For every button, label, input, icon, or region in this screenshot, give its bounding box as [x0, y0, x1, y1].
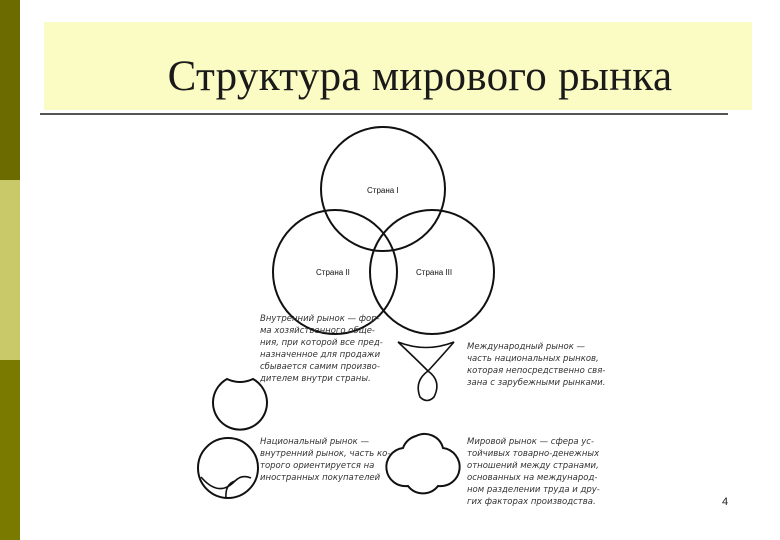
caption-line: которая непосредственно свя- [467, 366, 606, 376]
caption-line: ном разделении труда и дру- [467, 485, 600, 495]
caption-internal-market [259, 314, 383, 384]
left-stripe-dark [0, 0, 20, 180]
international-market-icon [398, 342, 454, 401]
caption-line: зана с зарубежными рынками. [467, 378, 606, 388]
caption-line: назначенное для продажи [260, 350, 381, 360]
internal-market-icon [213, 379, 267, 430]
venn-label-country-1: Страна I [367, 186, 399, 195]
national-market-icon [198, 438, 258, 498]
left-stripe-light [0, 180, 20, 360]
left-stripe-bottom [0, 360, 20, 540]
caption-line: Мировой рынок — сфера ус- [467, 437, 595, 447]
caption-line: Внутренний рынок — фор- [260, 314, 380, 324]
caption-line: дителем внутри страны. [260, 374, 371, 384]
caption-line: отношений между странами, [467, 461, 599, 471]
world-market-icon [386, 434, 459, 493]
caption-line: Международный рынок — [467, 342, 586, 352]
caption-line: гих факторах производства. [467, 497, 596, 507]
caption-line: тойчивых товарно-денежных [467, 449, 600, 459]
caption-line: внутренний рынок, часть ко- [260, 449, 391, 459]
caption-line: ма хозяйственного обще- [260, 326, 376, 336]
caption-line: Национальный рынок — [260, 437, 370, 447]
venn-diagram [273, 127, 494, 334]
caption-line: ния, при которой все пред- [260, 338, 383, 348]
title-underline [40, 113, 728, 115]
caption-line: торого ориентируется на [260, 461, 375, 471]
world-market-diagram [180, 125, 640, 510]
venn-label-country-2: Страна II [316, 268, 350, 277]
caption-line: часть национальных рынков, [467, 354, 599, 364]
slide-title: Структура мирового рынка [167, 53, 673, 100]
caption-world-market [467, 437, 600, 507]
caption-line: основанных на международ- [467, 473, 598, 483]
venn-label-country-3: Страна III [416, 268, 453, 277]
page-number: 4 [722, 496, 729, 508]
caption-line: иностранных покупателей [260, 473, 381, 483]
caption-international-market [467, 342, 605, 388]
caption-national-market [260, 437, 390, 483]
caption-line: сбывается самим произво- [260, 362, 380, 372]
